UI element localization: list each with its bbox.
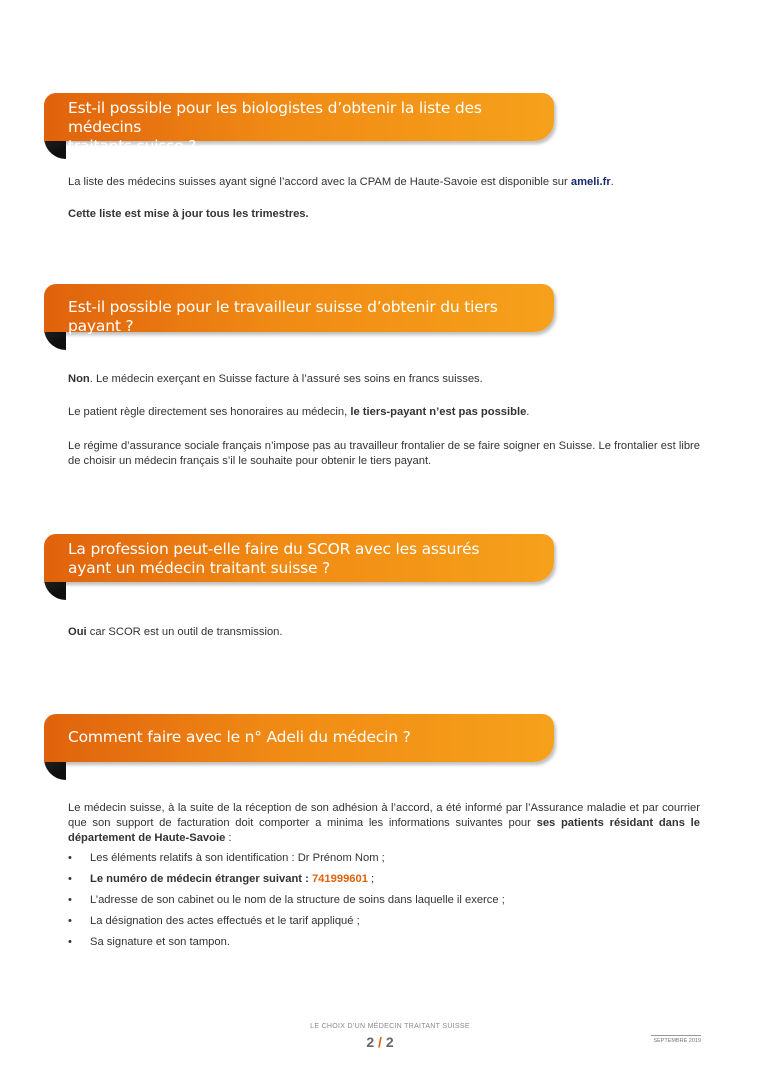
list-item: • Sa signature et son tampon. [68,935,700,950]
footer-date: SEPTEMBRE 2019 [651,1035,701,1044]
section-2-title: Est-il possible pour le travailleur suisse d’obtenir du tiers payant ? [68,298,498,335]
section-4-title: Comment faire avec le n° Adeli du médecin ? [68,728,411,746]
section-1-paragraph-2: Cette liste est mise à jour tous les trimestres. [68,208,309,220]
foreign-doctor-number: 741999601 [311,873,368,885]
list-item: • Le numéro de médecin étranger suivant : 741999601 ; [68,872,700,887]
banner-curl-decoration [44,570,66,600]
ameli-link[interactable]: ameli.fr [570,176,611,188]
section-3-title: La profession peut-elle faire du SCOR avec les assurés ayant un médecin traitant suisse ? [68,540,480,577]
section-4-paragraph-1: Le médecin suisse, à la suite de la réception de son adhésion à l’accord, a été informé par l’Assurance maladie et par courrier que son support de facturation doit comporter a minima les informations suivantes pour ses patients résidant dans le département de Haute-Savoie : [68,802,700,844]
section-1-title: Est-il possible pour les biologistes d’obtenir la liste des médecins traitants suisse ? [68,99,482,155]
section-3-banner [44,534,554,582]
banner-curl-decoration [44,320,66,350]
list-item: • Les éléments relatifs à son identification : Dr Prénom Nom ; [68,851,700,866]
requirements-list [68,851,700,956]
section-4-banner [44,714,554,762]
banner-curl-decoration [44,129,66,159]
banner-curl-decoration [44,750,66,780]
section-1-paragraph-1: La liste des médecins suisses ayant signé l’accord avec la CPAM de Haute-Savoie est disponible sur ameli.fr. [68,176,614,188]
list-item: • L’adresse de son cabinet ou le nom de la structure de soins dans laquelle il exerce ; [68,893,700,908]
section-2-paragraph-1: Non. Le médecin exerçant en Suisse facture à l’assuré ses soins en francs suisses. [68,373,483,385]
footer-page-number: 2 / 2 [366,1034,394,1050]
section-3-paragraph-1: Oui car SCOR est un outil de transmission. [68,626,283,638]
section-2-banner [44,284,554,335]
section-2-paragraph-3: Le régime d’assurance sociale français n’impose pas au travailleur frontalier de se faire soigner en Suisse. Le frontalier est libre de choisir un médecin français s’il le souhaite pour obtenir le tiers payant. [68,440,700,467]
section-2-paragraph-2: Le patient règle directement ses honoraires au médecin, le tiers-payant n’est pas possible. [68,406,530,418]
list-item: • La désignation des actes effectués et le tarif appliqué ; [68,914,700,929]
footer-document-title: LE CHOIX D’UN MÉDECIN TRAITANT SUISSE [310,1023,470,1030]
section-1-banner [44,93,554,155]
